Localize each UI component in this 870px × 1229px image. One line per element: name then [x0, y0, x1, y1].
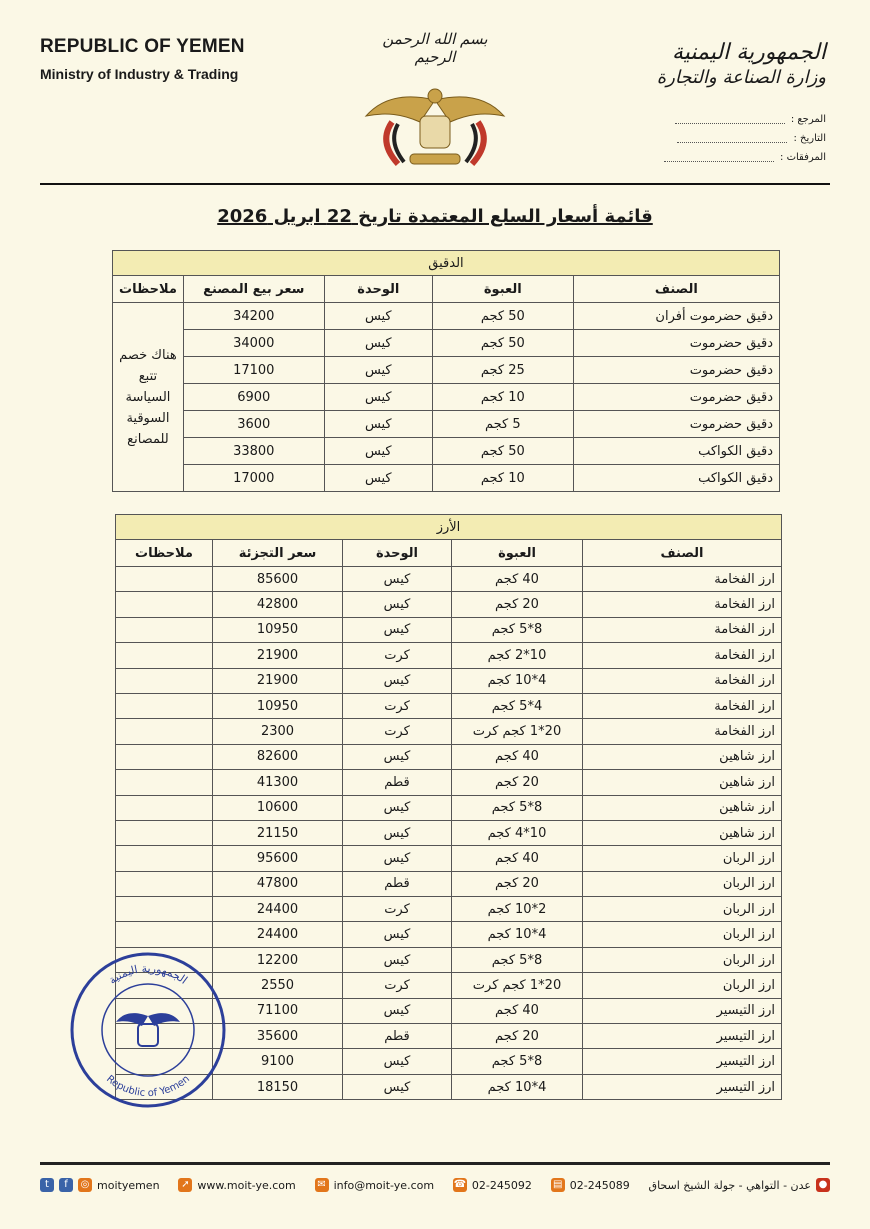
item-name: ارز الربان [583, 871, 782, 896]
unit: كيس [343, 668, 452, 693]
price: 41300 [213, 770, 343, 795]
twitter-icon[interactable]: t [40, 1178, 54, 1192]
table-row [113, 438, 780, 465]
unit: كيس [343, 820, 452, 845]
table-row [116, 643, 782, 668]
price: 33800 [183, 438, 324, 465]
table-row [113, 330, 780, 357]
stamp-english-text: Republic of Yemen [104, 1073, 192, 1100]
item-name: ارز الفخامة [583, 693, 782, 718]
item-name: ارز الفخامة [583, 643, 782, 668]
price: 6900 [183, 384, 324, 411]
table-row [113, 465, 780, 492]
notes-cell [116, 871, 213, 896]
item-name: ارز الربان [583, 947, 782, 972]
item-name: ارز شاهين [583, 744, 782, 769]
svg-text:الجمهورية اليمنية [106, 962, 189, 987]
unit: قطم [343, 871, 452, 896]
unit: قطم [343, 1024, 452, 1049]
fax-number: 02-245089 [569, 1178, 630, 1192]
price: 34200 [183, 303, 324, 330]
unit: كيس [343, 567, 452, 592]
document-title: قائمة أسعار السلع المعتمدة تاريخ 22 ابريل 2026 [217, 206, 653, 227]
item-name: دقيق حضرموت [573, 330, 779, 357]
table-row [116, 820, 782, 845]
notes-cell [116, 668, 213, 693]
price: 21900 [213, 643, 343, 668]
item-name: ارز شاهين [583, 820, 782, 845]
pack-size: 50 كجم [432, 330, 573, 357]
notes-cell: هناك خصم تتبع السياسة السوقية للمصانع [113, 303, 184, 492]
notes-cell [116, 719, 213, 744]
pack-size: 4*10 كجم [452, 922, 583, 947]
price: 24400 [213, 897, 343, 922]
table-row [113, 411, 780, 438]
pack-size: 20 كجم [452, 1024, 583, 1049]
col-price: سعر بيع المصنع [183, 276, 324, 303]
pack-size: 20 كجم [452, 871, 583, 896]
table-row [116, 693, 782, 718]
table-row [116, 668, 782, 693]
meta-date: التاريخ : [664, 129, 826, 148]
col-item: الصنف [573, 276, 779, 303]
reference-fields [664, 110, 826, 167]
unit: كيس [343, 592, 452, 617]
pack-size: 20*1 كجم كرت [452, 973, 583, 998]
price: 12200 [213, 947, 343, 972]
website-link[interactable]: www.moit-ye.com [197, 1178, 296, 1192]
republic-title-en: REPUBLIC OF YEMEN [40, 36, 245, 57]
col-pack: العبوة [452, 540, 583, 567]
footer-address [649, 1178, 830, 1192]
pack-size: 8*5 كجم [452, 617, 583, 642]
notes-cell [116, 795, 213, 820]
col-price: سعر التجزئة [213, 540, 343, 567]
unit: قطم [343, 770, 452, 795]
item-name: ارز الربان [583, 846, 782, 871]
table-row [113, 384, 780, 411]
unit: كيس [324, 303, 432, 330]
location-pin-icon: ● [816, 1178, 830, 1192]
table-row [116, 846, 782, 871]
unit: كيس [343, 617, 452, 642]
notes-cell [116, 744, 213, 769]
col-unit: الوحدة [324, 276, 432, 303]
price: 71100 [213, 998, 343, 1023]
table-row [113, 303, 780, 330]
pack-size: 8*5 كجم [452, 795, 583, 820]
pack-size: 10*2 كجم [452, 643, 583, 668]
unit: كيس [324, 411, 432, 438]
price: 18150 [213, 1074, 343, 1099]
table-row [116, 871, 782, 896]
price: 47800 [213, 871, 343, 896]
pack-size: 2*10 كجم [452, 897, 583, 922]
unit: كيس [343, 846, 452, 871]
item-name: دقيق حضرموت [573, 357, 779, 384]
item-name: دقيق حضرموت [573, 384, 779, 411]
notes-cell [116, 643, 213, 668]
col-unit: الوحدة [343, 540, 452, 567]
phone-icon: ☎ [453, 1179, 467, 1190]
pack-size: 10*4 كجم [452, 820, 583, 845]
meta-reference: المرجع : [664, 110, 826, 129]
ministry-stamp-icon [68, 950, 228, 1110]
pack-size: 25 كجم [432, 357, 573, 384]
fax-icon: ▤ [551, 1178, 565, 1192]
pack-size: 4*5 كجم [452, 693, 583, 718]
pack-size: 40 كجم [452, 998, 583, 1023]
price: 9100 [213, 1049, 343, 1074]
table-row [113, 357, 780, 384]
footer-email[interactable] [315, 1178, 435, 1192]
header-divider [40, 183, 830, 185]
unit: كيس [343, 744, 452, 769]
unit: كيس [343, 795, 452, 820]
footer-website[interactable] [178, 1178, 295, 1192]
item-name: ارز شاهين [583, 795, 782, 820]
item-name: دقيق حضرموت [573, 411, 779, 438]
price: 95600 [213, 846, 343, 871]
price: 42800 [213, 592, 343, 617]
unit: كيس [324, 357, 432, 384]
notes-cell [116, 846, 213, 871]
flour-section-label: الدقيق [113, 251, 780, 276]
unit: كرت [343, 693, 452, 718]
unit: كيس [343, 1049, 452, 1074]
table-row [116, 897, 782, 922]
table-row [116, 592, 782, 617]
pack-size: 40 كجم [452, 846, 583, 871]
table-row [116, 744, 782, 769]
notes-cell [116, 922, 213, 947]
price: 10950 [213, 693, 343, 718]
unit: كيس [324, 384, 432, 411]
item-name: ارز الفخامة [583, 567, 782, 592]
item-name: ارز التيسير [583, 1074, 782, 1099]
col-notes: ملاحظات [113, 276, 184, 303]
item-name: ارز التيسير [583, 998, 782, 1023]
price: 2300 [213, 719, 343, 744]
price: 3600 [183, 411, 324, 438]
rice-header-row [116, 540, 782, 567]
pack-size: 50 كجم [432, 303, 573, 330]
footer-phone [453, 1178, 532, 1192]
item-name: دقيق الكواكب [573, 438, 779, 465]
unit: كرت [343, 643, 452, 668]
flour-header-row [113, 276, 780, 303]
item-name: ارز الربان [583, 922, 782, 947]
stamp-arabic-text: الجمهورية اليمنية [106, 961, 190, 987]
unit: كيس [343, 998, 452, 1023]
item-name: ارز الربان [583, 973, 782, 998]
flour-price-table [112, 250, 780, 492]
pack-size: 8*5 كجم [452, 1049, 583, 1074]
table-row [116, 922, 782, 947]
meta-attachments: المرفقات : [664, 148, 826, 167]
unit: كرت [343, 719, 452, 744]
pack-size: 4*10 كجم [452, 1074, 583, 1099]
facebook-icon[interactable]: f [59, 1178, 73, 1192]
table-row [116, 770, 782, 795]
price: 35600 [213, 1024, 343, 1049]
header-arabic [657, 40, 826, 88]
address-text: عدن - التواهي - جولة الشيخ اسحاق [648, 1178, 811, 1192]
unit: كيس [324, 438, 432, 465]
pack-size: 40 كجم [452, 567, 583, 592]
price: 21150 [213, 820, 343, 845]
unit: كيس [324, 330, 432, 357]
price: 21900 [213, 668, 343, 693]
social-handle[interactable]: moityemen [97, 1178, 160, 1192]
price: 17000 [183, 465, 324, 492]
item-name: ارز الفخامة [583, 668, 782, 693]
unit: كيس [343, 1074, 452, 1099]
notes-cell [116, 820, 213, 845]
table-row [116, 795, 782, 820]
table-row [116, 719, 782, 744]
footer-divider [40, 1162, 830, 1165]
pack-size: 20 كجم [452, 592, 583, 617]
pack-size: 20*1 كجم كرت [452, 719, 583, 744]
footer-social[interactable] [40, 1178, 160, 1192]
item-name: ارز التيسير [583, 1024, 782, 1049]
pack-size: 8*5 كجم [452, 947, 583, 972]
instagram-icon[interactable]: ◎ [78, 1178, 92, 1192]
svg-text:Republic of Yemen [104, 1074, 192, 1100]
notes-cell [116, 592, 213, 617]
notes-cell [116, 897, 213, 922]
price: 82600 [213, 744, 343, 769]
pack-size: 10 كجم [432, 384, 573, 411]
phone-number: 02-245092 [471, 1178, 532, 1192]
unit: كيس [324, 465, 432, 492]
unit: كرت [343, 973, 452, 998]
pack-size: 4*10 كجم [452, 668, 583, 693]
price: 10600 [213, 795, 343, 820]
price: 85600 [213, 567, 343, 592]
pack-size: 5 كجم [432, 411, 573, 438]
notes-cell [116, 770, 213, 795]
price: 17100 [183, 357, 324, 384]
price: 24400 [213, 922, 343, 947]
ministry-title-en: Ministry of Industry & Trading [40, 66, 239, 82]
item-name: دقيق حضرموت أفران [573, 303, 779, 330]
price: 34000 [183, 330, 324, 357]
item-name: ارز الربان [583, 897, 782, 922]
pack-size: 40 كجم [452, 744, 583, 769]
unit: كيس [343, 922, 452, 947]
unit: كرت [343, 897, 452, 922]
item-name: ارز الفخامة [583, 592, 782, 617]
item-name: ارز شاهين [583, 770, 782, 795]
col-item: الصنف [583, 540, 782, 567]
col-notes: ملاحظات [116, 540, 213, 567]
pack-size: 20 كجم [452, 770, 583, 795]
item-name: ارز الفخامة [583, 719, 782, 744]
rice-section-label: الأرز [116, 515, 782, 540]
cursor-icon: ➚ [178, 1178, 192, 1192]
notes-cell [116, 567, 213, 592]
header-english [40, 36, 245, 82]
unit: كيس [343, 947, 452, 972]
mail-icon: ✉ [315, 1178, 329, 1192]
footer-fax [551, 1178, 630, 1192]
item-name: ارز الفخامة [583, 617, 782, 642]
price: 2550 [213, 973, 343, 998]
republic-title-ar: الجمهورية اليمنية [671, 40, 826, 65]
col-pack: العبوة [432, 276, 573, 303]
table-row [116, 567, 782, 592]
notes-cell [116, 693, 213, 718]
eagle-emblem-icon [362, 82, 508, 172]
table-row [116, 617, 782, 642]
item-name: ارز التيسير [583, 1049, 782, 1074]
basmala: بسم الله الرحمن الرحيم [382, 30, 488, 66]
footer-contact-bar [40, 1178, 830, 1192]
notes-cell [116, 617, 213, 642]
item-name: دقيق الكواكب [573, 465, 779, 492]
email-link[interactable]: info@moit-ye.com [333, 1178, 435, 1192]
pack-size: 10 كجم [432, 465, 573, 492]
price: 10950 [213, 617, 343, 642]
ministry-title-ar: وزارة الصناعة والتجارة [656, 67, 826, 88]
pack-size: 50 كجم [432, 438, 573, 465]
